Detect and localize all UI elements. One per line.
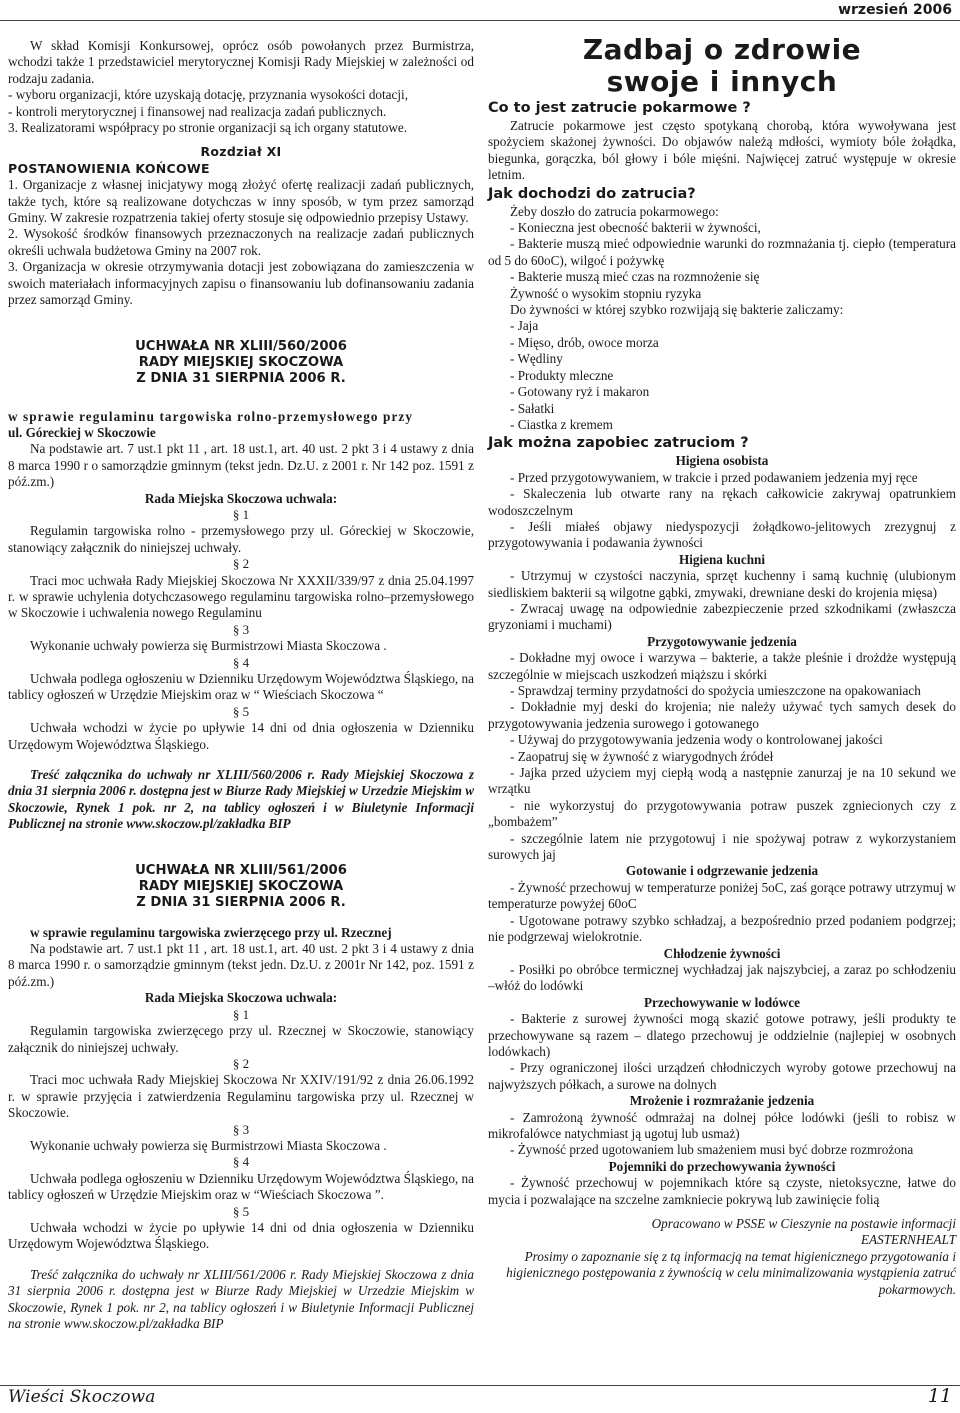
resolution-1-subject: w sprawie regulaminu targowiska rolno-przemysłowego przy	[8, 408, 414, 424]
list-item: - Zwracaj uwagę na odpowiednie zabezpieczenie przed szkodnikami (zwłaszcza gryzoniami i muchami)	[488, 600, 956, 633]
group-heading: Higiena osobista	[675, 453, 769, 469]
section-text: Regulamin targowiska rolno - przemysłowego przy ul. Góreckiej w Skoczowie, stanowiący załącznik do niniejszej uchwały.	[8, 523, 474, 555]
article-title: swoje i innych	[606, 65, 838, 98]
chapter-heading: Rozdział XI	[200, 144, 282, 160]
list-item: - Mięso, drób, owoce morza	[510, 334, 659, 350]
provision: 2. Wysokość środków finansowych przeznaczonych na realizacje zadań publicznych określi uchwala budżetowa Gminy na 2007 rok.	[8, 226, 474, 258]
page-number: 11	[927, 1385, 952, 1407]
section-number: § 4	[232, 654, 250, 670]
list-item: - Konieczna jest obecność bakterii w żywności,	[510, 220, 761, 236]
section-number: § 2	[232, 556, 250, 572]
list-item: - Skaleczenia lub otwarte rany na rękach całkowicie zakrywaj opatrunkiem wodoszczelnym	[488, 486, 956, 518]
resolution-1-title: UCHWAŁA NR XLIII/560/2006 RADY MIEJSKIEJ SKOCZOWA Z DNIA 31 SIERPNIA 2006 R.	[135, 338, 347, 386]
list-item: - Gotowany ryż i makaron	[510, 384, 650, 400]
intro-text: W skład Komisji Konkursowej, oprócz osób powołanych przez Burmistrza, wchodzi także 1 przedstawiciel merytorycznej Komisji Rady Miejskiej w zależności od rodzaju zadania.	[8, 38, 474, 86]
list-item: Do żywności w której szybko rozwijają się bakterie zaliczamy:	[510, 302, 844, 318]
prevention-groups	[488, 453, 956, 1208]
group-heading: Gotowanie i odgrzewanie jedzenia	[625, 863, 819, 879]
header-date: wrzesień 2006	[838, 2, 952, 18]
list-item: - Żywność przechowuj w temperaturze poniżej 5oC, zaś gorące potrawy utrzymuj w temperaturze powyżej 60oC	[488, 879, 956, 912]
resolution-2-subject: w sprawie regulaminu targowiska zwierzęcego przy ul. Rzecznej	[30, 924, 392, 940]
list-item: - Bakterie muszą mieć czas na rozmnożenie się	[510, 269, 760, 285]
food-list	[488, 318, 956, 433]
section-text: Uchwała wchodzi w życie po upływie 14 dni od dnia ogłoszenia w Dzienniku Urzędowym Województwa Śląskiego.	[8, 1219, 474, 1252]
list-item: - Zamrożoną żywność odmrażaj na dolnej półce lodówki (jeśli to robisz w mikrofalówce natychmiast ją ugotuj lub usmaż)	[488, 1109, 956, 1141]
provision: 3. Organizacja w okresie otrzymywania dotacji jest zobowiązana do zamieszczenia w swoich materiałach informacyjnych zapisu o finansowaniu lub dofinansowaniu zadania przez samorząd Gminy.	[8, 259, 474, 308]
list-item: - Żywność przechowuj w pojemnikach które są czyste, nietoksyczne, łatwe do mycia i pozwalające na szczelne zamkniecie pokrywą lub zawinięcie folią	[488, 1175, 956, 1207]
section-number: § 4	[232, 1154, 250, 1170]
list-item: - Ugotowane potrawy szybko schładzaj, a bezpośrednio przed podaniem podgrzej; nie podgrzewaj wielokrotnie.	[488, 912, 956, 945]
group-heading: Chłodzenie żywności	[663, 945, 781, 961]
resolution-2-note: Treść załącznika do uchwały nr XLIII/561/2006 r. Rady Miejskiej Skoczowa z dnia 31 sierpnia 2006 r. dostępna jest w Biurze Rady Miejskiej w Urzedzie Miejskim w Skoczowie, Rynek 1 pok. nr 2, na tablicy ogłoszeń i w Biuletynie Informacji Publicznej na stronie www.skoczow.pl/zakładka BIP	[8, 1266, 474, 1331]
list-item: - Żywność przed ugotowaniem lub smażeniem musi być dobrze rozmrożona	[510, 1142, 914, 1158]
list-item: - Bakterie muszą mieć odpowiednie warunki do rozmnażania tj. ciepło (temperatura od 5 do 60oC), wilgoć i pożywkę	[488, 236, 956, 268]
group-heading: Przygotowywanie jedzenia	[647, 633, 797, 649]
credit-line: EASTERNHEALT	[861, 1232, 956, 1248]
resolution-1-subject: ul. Góreckiej w Skoczowie	[8, 424, 156, 440]
list-item: Żywność o wysokim stopniu ryzyka	[510, 285, 702, 301]
section-text: Traci moc uchwała Rady Miejskiej Skoczowa Nr XXXII/339/97 z dnia 25.04.1997 r. w sprawie uchylenia dotychczasowego regulaminu targowiska rolno–przemysłowego w Skoczowie i uchwalenia nowego Regulaminu	[8, 572, 474, 621]
resolution-2-basis: Na podstawie art. 7 ust.1 pkt 11 , art. 18 ust.1, art. 40 ust. 2 pkt 3 i 4 ustawy z dnia 8 marca 1990 r. o samorządzie gminnym (tekst jedn. Dz.U. z 2001r Nr 142, poz. 1591 z póź.zm.)	[8, 941, 474, 989]
article-title: Zadbaj o zdrowie	[582, 33, 862, 66]
answer-text: Zatrucie pokarmowe jest często spotykaną chorobą, która wywoływana jest spożyciem skażonej żywności. Do objawów należą mdłości, wymioty bóle żołądka, biegunka, gorączka, ból głowy i bóle mięśni. Najwięcej zatruć występuje w okresie letnim.	[488, 118, 956, 183]
group-heading: Pojemniki do przechowywania żywności	[608, 1158, 836, 1174]
section-text: Regulamin targowiska zwierzęcego przy ul. Rzecznej w Skoczowie, stanowiący załącznik do niniejszej uchwały.	[8, 1023, 474, 1055]
list-item: - Wędliny	[510, 351, 563, 367]
section-text: Uchwała podlega ogłoszeniu w Dzienniku Urzędowym Województwa Śląskiego, na tablicy ogłoszeń w Urzędzie Miejskim oraz w “ Wieściach Skoczowa “	[8, 671, 474, 703]
list-item: - Przed przygotowywaniem, w trakcie i przed podawaniem jedzenia myj ręce	[510, 469, 918, 485]
provision: 1. Organizacje z własnej inicjatywy mogą złożyć ofertę realizacji zadań publicznych, także tych, które są realizowane dotychczas w inny sposób, w tym przez samorząd Gminy. W zakresie rozpatrzenia takiej oferty stosuje się odpowiednio przepisy Ustawy.	[8, 177, 474, 226]
credit-line: Prosimy o zapoznanie się z tą informacją na temat higienicznego przygotowania i higienicznego postępowania z żywnością w celu minimalizowania wystąpienia zatruć pokarmowych.	[506, 1248, 956, 1297]
section-number: § 3	[232, 1121, 250, 1137]
list-item: - szczególnie latem nie przygotowuj i nie spożywaj potraw z wykorzystaniem surowych jaj	[488, 830, 956, 863]
list-item: - Dokładnie myj deski do krojenia; nie należy używać tych samych desek do przygotowywania jedzenia surowego i gotowanego	[488, 699, 956, 731]
header-rule	[0, 20, 960, 21]
list-item: - Jaja	[510, 318, 539, 334]
section-number: § 3	[232, 621, 250, 637]
question-heading: Jak można zapobiec zatruciom ?	[488, 435, 749, 452]
list-item: - Sałatki	[510, 400, 555, 416]
chapter-title: POSTANOWIENIA KOŃCOWE	[8, 160, 210, 176]
list-item: - Jajka przed użyciem myj ciepłą wodą a następnie zanurzaj je na 10 sekund we wrzątku	[488, 765, 956, 797]
intro-text: - kontroli merytorycznej i finansowej nad realizacja zadań publicznych.	[8, 103, 387, 119]
footer-publication: Wieści Skoczowa	[8, 1387, 156, 1407]
group-heading: Higiena kuchni	[678, 551, 766, 567]
section-text: Wykonanie uchwały powierza się Burmistrzowi Miasta Skoczowa .	[30, 638, 387, 654]
section-text: Uchwała podlega ogłoszeniu w Dzienniku Urzędowym Województwa Śląskiego, na tablicy ogłoszeń w Urzędzie Miejskim oraz w “Wieściach Skoczowa ”.	[8, 1170, 474, 1203]
intro-text: - wyboru organizacji, które uzyskają dotację, przyznania wysokości dotacji,	[8, 87, 409, 103]
resolution-2-council: Rada Miejska Skoczowa uchwala:	[144, 990, 338, 1006]
list-item: - Bakterie z surowej żywności mogą skazić gotowe potrawy, jeśli produkty te przechowywane są razem – dlatego przechowuj je oddzielnie (najlepiej w osobnych lodówkach)	[488, 1011, 956, 1059]
section-text: Uchwała wchodzi w życie po upływie 14 dni od dnia ogłoszenia w Dzienniku Urzędowym Województwa Śląskiego.	[8, 720, 474, 752]
section-number: § 2	[232, 1055, 250, 1071]
group-heading: Przechowywanie w lodówce	[643, 994, 800, 1010]
group-heading: Mrożenie i rozmrażanie jedzenia	[629, 1093, 815, 1109]
list-item: - Sprawdzaj terminy przydatności do spożycia umieszczone na opakowaniach	[510, 683, 921, 698]
section-text: Wykonanie uchwały powierza się Burmistrzowi Miasta Skoczowa .	[30, 1137, 387, 1153]
right-column	[488, 34, 956, 1298]
list-item: - Dokładne myj owoce i warzywa – bakterie, a także pleśnie i drożdże występują szczególnie w miejscach uszkodzeń miąższu i skórki	[488, 650, 956, 682]
section-number: § 1	[232, 1006, 250, 1022]
question-heading: Jak dochodzi do zatrucia?	[488, 185, 696, 202]
list-item: - nie wykorzystuj do przygotowywania potraw puszek zgniecionych czy z „bombażem”	[488, 797, 956, 830]
list-item: - Zaopatruj się w żywność z wiarygodnych źródeł	[510, 748, 774, 764]
resolution-1-council: Rada Miejska Skoczowa uchwala:	[144, 490, 338, 506]
intro-text: 3. Realizatorami współpracy po stronie organizacji są ich organy statutowe.	[8, 120, 408, 136]
credit-line: Opracowano w PSSE w Cieszynie na postawie informacji	[651, 1216, 956, 1231]
list-item: - Jeśli miałeś objawy niedyspozycji żołądkowo-jelitowych zrezygnuj z przygotowywania i podawania żywności	[488, 518, 956, 551]
left-column	[8, 38, 474, 1332]
resolution-1-note: Treść załącznika do uchwały nr XLIII/560/2006 r. Rady Miejskiej Skoczowa z dnia 31 sierpnia 2006 r. dostępna jest w Biurze Rady Miejskiej w Urzedzie Miejskim w Skoczowie, Rynek 1 pok. nr 2, na tablicy ogłoszeń i w Biuletynie Informacji Publicznej na stronie www.skoczow.pl/zakładka BIP	[8, 767, 474, 832]
section-number: § 5	[232, 1203, 250, 1219]
list-item: - Posiłki po obróbce termicznej wychładzaj jak najszybciej, a zaraz po schłodzeniu –włóż do lodówki	[488, 961, 956, 994]
list-item: - Produkty mleczne	[510, 367, 614, 383]
section-number: § 1	[232, 506, 250, 522]
list-item: - Ciastka z kremem	[510, 416, 613, 432]
list-item: - Utrzymuj w czystości naczynia, sprzęt kuchenny i samą kuchnię (ulubionym siedliskiem bakterii są wilgotne gąbki, zmywaki, drewniane deski do krojenia mięsa)	[488, 568, 956, 600]
resolution-1-basis: Na podstawie art. 7 ust.1 pkt 11 , art. 18 ust.1, art. 40 ust. 2 pkt 3 i 4 ustawy z dnia 8 marca 1990 r o samorządzie gminnym (tekst jedn. Dz.U. z 2001 r. Nr 142 poz. 1591 z póź.zm.)	[8, 441, 474, 490]
list-item: - Przy ograniczonej ilości urządzeń chłodniczych wyroby gotowe przechowuj na najwyższych półkach, a surowe na dolnych	[488, 1060, 956, 1092]
footer-rule	[0, 1385, 960, 1386]
question-heading: Co to jest zatrucie pokarmowe ?	[488, 100, 751, 116]
section-number: § 5	[232, 703, 250, 719]
section-text: Traci moc uchwała Rady Miejskiej Skoczowa Nr XXIV/191/92 z dnia 26.06.1992 r. w sprawie przyjęcia i zatwierdzenia Regulaminu targowiska przy ul. Rzecznej w Skoczowie.	[8, 1072, 474, 1121]
resolution-2-title: UCHWAŁA NR XLIII/561/2006 RADY MIEJSKIEJ SKOCZOWA Z DNIA 31 SIERPNIA 2006 R.	[135, 862, 347, 910]
list-item: - Używaj do przygotowywania jedzenia wody o kontrolowanej jakości	[510, 732, 883, 748]
answer-text: Żeby doszło do zatrucia pokarmowego:	[510, 203, 719, 219]
